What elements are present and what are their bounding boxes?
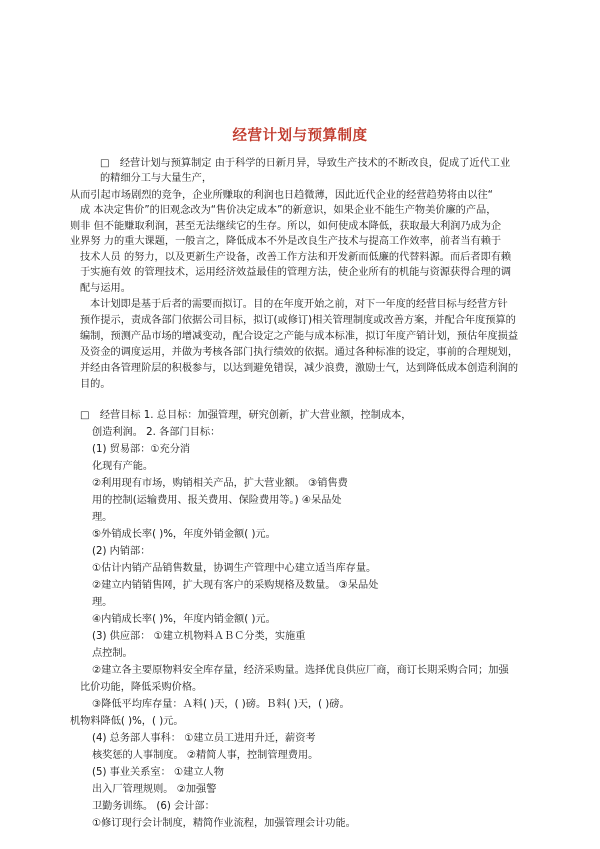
text-line: 本计划即是基于后者的需要而拟订。目的在年度开始之前，对下一年度的经营目标与经营方针 [90, 299, 508, 310]
text-line: 技术人员 的努力，以及更新生产设备，改善工作方法和开发新而低廉的代替料源。而后者即有赖 [80, 252, 512, 263]
text-line: 机物料降低( )%，( )元。 [70, 716, 184, 727]
text-line: 及资金的调度运用，并做为考核各部门执行绩效的依据。通过各种标准的设定，事前的合理规划， [80, 347, 519, 358]
text-line: 用的控制(运输费用、报关费用、保险费用等。) ④呆品处 [92, 495, 342, 506]
text-line: □ 经营计划与预算制定 由于科学的日新月异，导致生产技术的不断改良，促成了近代工业 [100, 158, 511, 169]
text-line: ②建立各主要原物料安全库存量，经济采购量。选择优良供应厂商，商订长期采购合同；加强 [92, 665, 509, 676]
text-line: 业界努 力的重大课题，一般言之，降低成本不外是改良生产技术与提高工作效率，前者当有赖于 [70, 236, 502, 247]
text-line: 成 本决定售价”的旧观念改为“售价决定成本”的新意识，如果企业不能生产物美价廉的产品， [80, 205, 497, 216]
text-line: ①修订现行会计制度，精简作业流程，加强管理会计功能。 [92, 818, 356, 829]
text-line: ⑤外销成长率( )%，年度外销金额( )元。 [92, 529, 276, 540]
text-line: 于实施有效 的管理技术，运用经济效益最佳的管理方法，使企业所有的机能与资源获得合理的调 [80, 267, 512, 278]
text-line: 点控制。 [92, 648, 133, 659]
text-line: 配与运用。 [80, 283, 131, 294]
text-line: 则非 但不能赚取利润，甚至无法继续它的生存。所以，如何使成本降低，获取最大利润乃成为企 [70, 221, 502, 232]
text-line: 目的。 [80, 379, 111, 390]
text-line: 比价功能，降低采购价格。 [80, 682, 203, 693]
text-line: ④内销成长率( )%，年度内销金额( )元。 [92, 614, 276, 625]
text-line: ②利用现有市场，购销相关产品，扩大营业额。 ③销售费 [92, 478, 348, 489]
text-line: (4) 总务部人事科： ①建立员工进用升迁，薪资考 [92, 733, 316, 744]
text-line: 创造利润。 2. 各部门目标： [92, 427, 221, 438]
text-line: 卫勤务训练。 (6) 会计部： [92, 801, 215, 812]
text-line: 并经由各管理阶层的积极参与，以达到避免错误，减少浪费，激励士气，达到降低成本创造利润的 [80, 363, 519, 374]
text-line: (3) 供应部： ①建立机物料ＡＢＣ分类，实施重 [92, 631, 306, 642]
text-line: (2) 内销部： [92, 546, 151, 557]
text-line: 出入厂管理规则。 ②加强警 [92, 784, 217, 795]
text-line: 从而引起市场剧烈的竞争，企业所赚取的利润也日趋微薄，因此近代企业的经营趋势将由以往“ [70, 190, 493, 201]
document-title: 经营计划与预算制度 [232, 128, 368, 144]
text-line: 预作提示，责成各部门依据公司目标，拟订(或修订)相关管理制度或改善方案，并配合年度预算的 [80, 315, 516, 326]
text-line: 化现有产能。 [92, 461, 154, 472]
text-line: ①估计内销产品销售数量，协调生产管理中心建立适当库存量。 [92, 563, 377, 574]
text-line: ③降低平均库存量：Ａ料( )天，( )磅。Ｂ料( )天，( )磅。 [92, 699, 350, 710]
text-line: (1) 贸易部：①充分消 [92, 444, 191, 455]
text-line: 编制，预测产品市场的增减变动，配合设定之产能与成本标准，拟订年度产销计划，预估年度损益 [80, 331, 519, 342]
text-line: 理。 [92, 597, 113, 608]
text-line: □ 经营目标 1. 总目标：加强管理，研究创新，扩大营业额，控制成本， [80, 410, 412, 421]
text-line: (5) 事业关系室： ①建立人物 [92, 767, 224, 778]
text-line: 理。 [92, 512, 113, 523]
text-line: 的精细分工与大量生产， [100, 173, 213, 184]
text-line: ②建立内销销售网，扩大现有客户的采购规格及数量。 ③呆品处 [92, 580, 379, 591]
text-line: 核奖惩的人事制度。 ②精简人事，控制管理费用。 [92, 750, 319, 761]
